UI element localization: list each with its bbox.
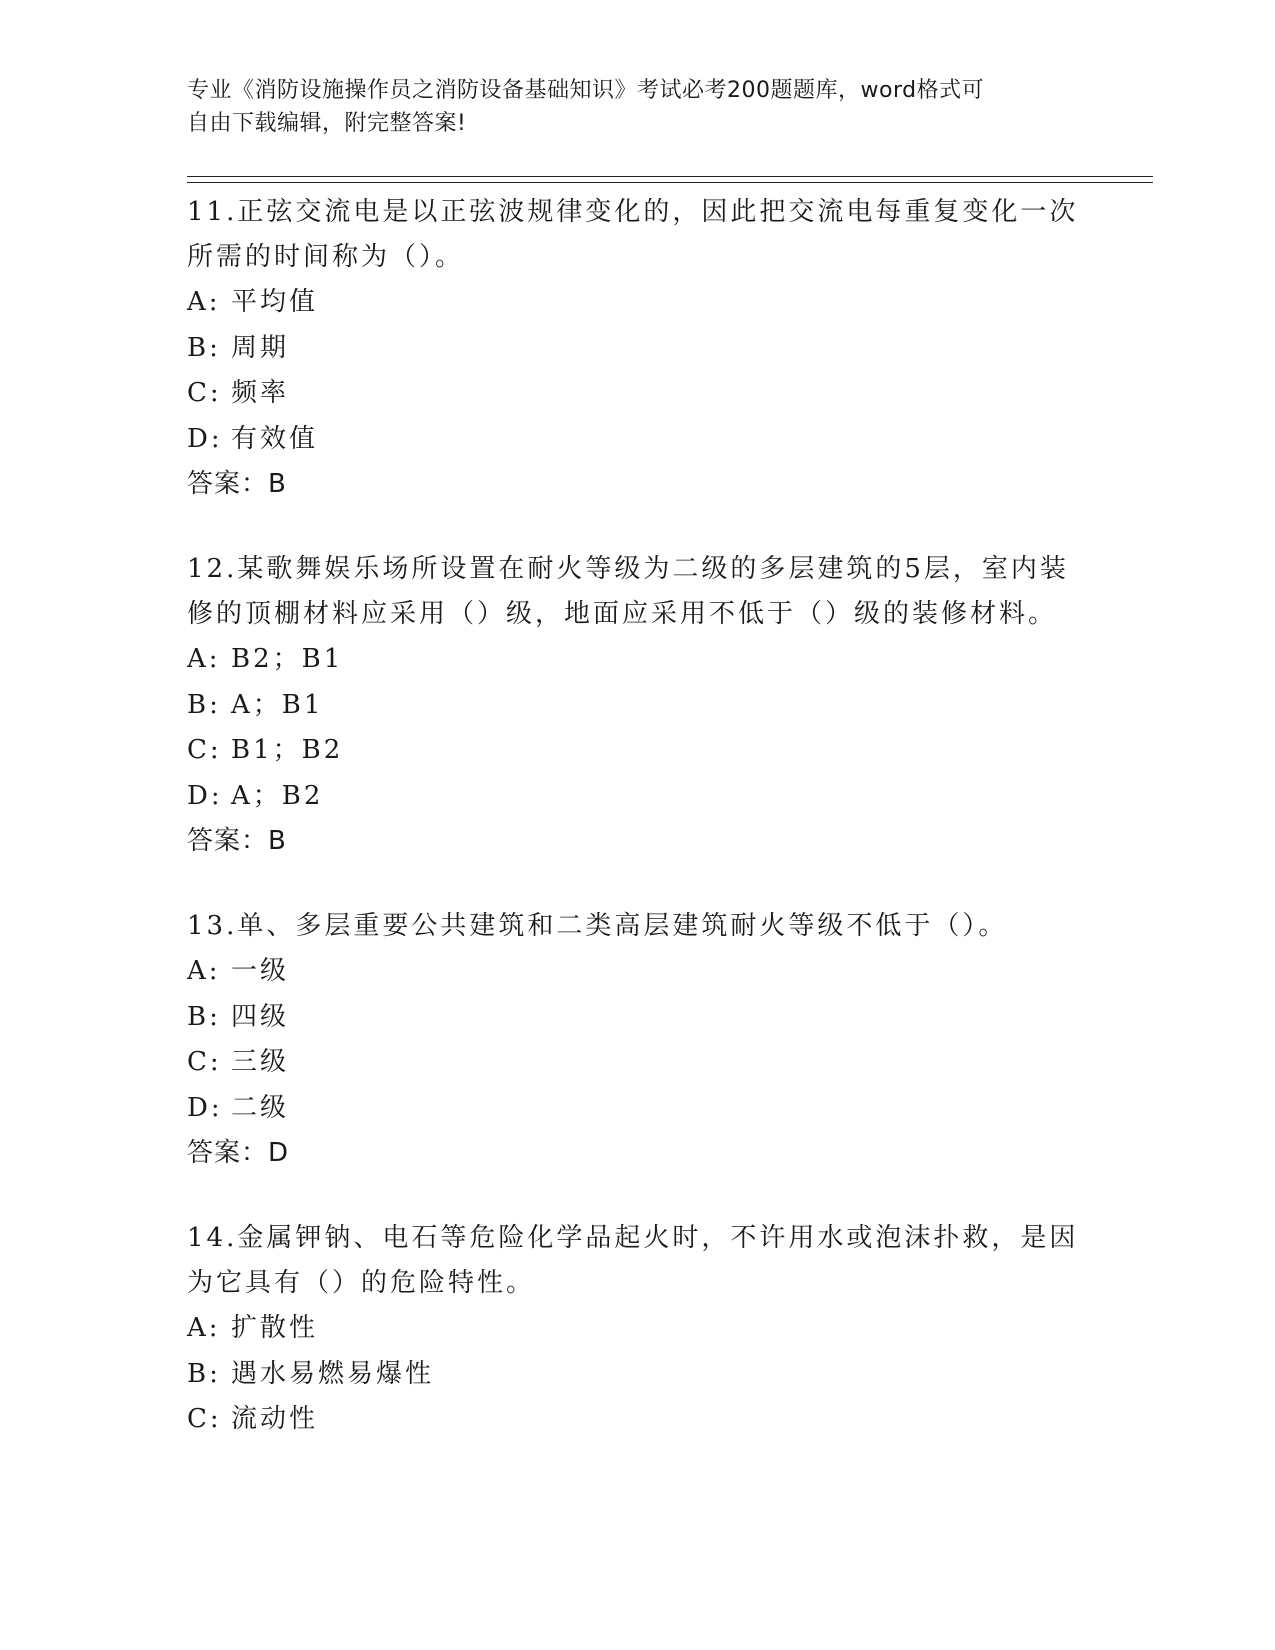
option-value: 频率 <box>231 378 290 408</box>
question-text: 13.单、多层重要公共建筑和二类高层建筑耐火等级不低于（）。 <box>187 911 1008 941</box>
option-key: B: <box>187 1358 221 1389</box>
option-a <box>187 1306 1087 1352</box>
answer-line: 答案：B <box>187 826 287 856</box>
option-c <box>187 728 1087 774</box>
question-12 <box>187 547 1087 864</box>
option-d <box>187 417 1087 463</box>
option-value: A；B1 <box>231 689 324 720</box>
option-b <box>187 995 1087 1041</box>
option-value: 平均值 <box>231 287 319 317</box>
option-value: 流动性 <box>231 1404 319 1434</box>
question-text: 11.正弦交流电是以正弦波规律变化的，因此把交流电每重复变化一次所需的时间称为（）。 <box>187 197 1079 272</box>
option-key: D: <box>187 423 223 454</box>
answer-line: 答案：D <box>187 1138 290 1168</box>
option-key: C: <box>187 1404 222 1434</box>
option-a <box>187 637 1087 683</box>
question-13 <box>187 904 1087 1176</box>
option-value: 有效值 <box>231 423 319 454</box>
option-key: C: <box>187 735 222 765</box>
option-key: A: <box>187 956 221 986</box>
question-11 <box>187 190 1087 507</box>
question-text: 12.某歌舞娱乐场所设置在耐火等级为二级的多层建筑的5层，室内装修的顶棚材料应采用（）级，地面应采用不低于（）级的装修材料。 <box>187 554 1069 629</box>
option-value: 二级 <box>231 1092 290 1123</box>
option-c <box>187 371 1087 417</box>
option-key: A: <box>187 644 221 674</box>
option-a <box>187 280 1087 326</box>
option-b <box>187 1352 1087 1398</box>
option-key: D: <box>187 780 223 811</box>
option-b <box>187 683 1087 729</box>
option-c <box>187 1040 1087 1086</box>
option-value: 遇水易燃易爆性 <box>231 1358 435 1389</box>
header-line-1: 专业《消防设施操作员之消防设备基础知识》考试必考200题题库，word格式可 <box>187 78 985 103</box>
option-value: 周期 <box>231 332 290 363</box>
document-header <box>187 74 1087 140</box>
header-rule-top <box>187 176 1153 177</box>
option-key: C: <box>187 1047 222 1077</box>
option-key: A: <box>187 1313 221 1343</box>
question-14 <box>187 1216 1087 1443</box>
option-d <box>187 1086 1087 1132</box>
option-value: 三级 <box>231 1047 290 1077</box>
option-key: D: <box>187 1092 223 1123</box>
option-value: B1；B2 <box>231 735 344 765</box>
option-c <box>187 1397 1087 1443</box>
option-key: B: <box>187 689 221 720</box>
option-key: C: <box>187 378 222 408</box>
header-line-2: 自由下载编辑，附完整答案! <box>187 111 467 136</box>
option-d <box>187 774 1087 820</box>
answer-line: 答案：B <box>187 469 287 499</box>
question-text: 14.金属钾钠、电石等危险化学品起火时，不许用水或泡沫扑救，是因为它具有（）的危险特性。 <box>187 1223 1079 1298</box>
option-b <box>187 326 1087 372</box>
option-value: B2；B1 <box>231 644 344 674</box>
option-a <box>187 949 1087 995</box>
option-value: A；B2 <box>231 780 324 811</box>
option-value: 一级 <box>231 956 290 986</box>
option-value: 四级 <box>231 1001 290 1032</box>
question-list <box>187 190 1087 1483</box>
option-key: B: <box>187 332 221 363</box>
option-value: 扩散性 <box>231 1313 319 1343</box>
header-rule-bottom <box>187 182 1153 183</box>
option-key: B: <box>187 1001 221 1032</box>
option-key: A: <box>187 287 221 317</box>
